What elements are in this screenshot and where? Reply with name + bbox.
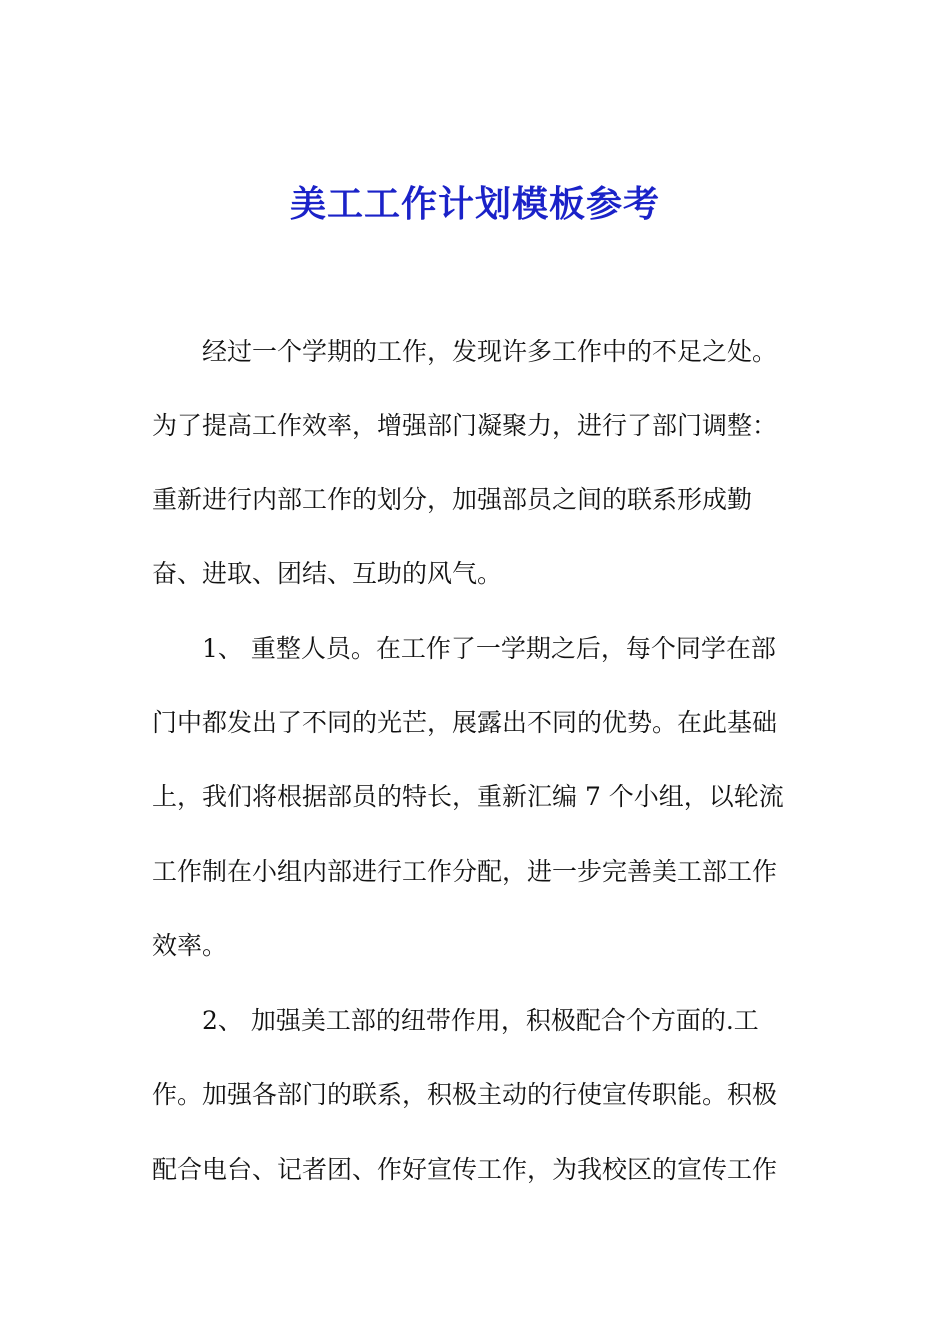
paragraph-line: 2、 加强美工部的纽带作用，积极配合个方面的.工 [202,1006,759,1035]
paragraph-line: 作。加强各部门的联系，积极主动的行使宣传职能。积极 [152,1080,778,1109]
paragraph-line: 经过一个学期的工作，发现许多工作中的不足之处。 [202,337,778,366]
paragraph-line: 上，我们将根据部员的特长，重新汇编 7 个小组，以轮流 [152,782,784,811]
paragraph-line: 为了提高工作效率，增强部门凝聚力，进行了部门调整： [152,411,778,440]
paragraph-line: 门中都发出了不同的光芒，展露出不同的优势。在此基础 [152,708,778,737]
document-title: 美工工作计划模板参考 [289,183,660,225]
paragraph-line: 奋、进取、团结、互助的风气。 [152,559,503,588]
paragraph-line: 1、 重整人员。在工作了一学期之后，每个同学在部 [202,634,776,663]
paragraph-line: 工作制在小组内部进行工作分配，进一步完善美工部工作 [152,857,778,886]
paragraph-line: 效率。 [152,931,228,960]
paragraph-line: 配合电台、记者团、作好宣传工作，为我校区的宣传工作 [152,1155,778,1184]
paragraph-line: 重新进行内部工作的划分，加强部员之间的联系形成勤 [152,485,753,514]
